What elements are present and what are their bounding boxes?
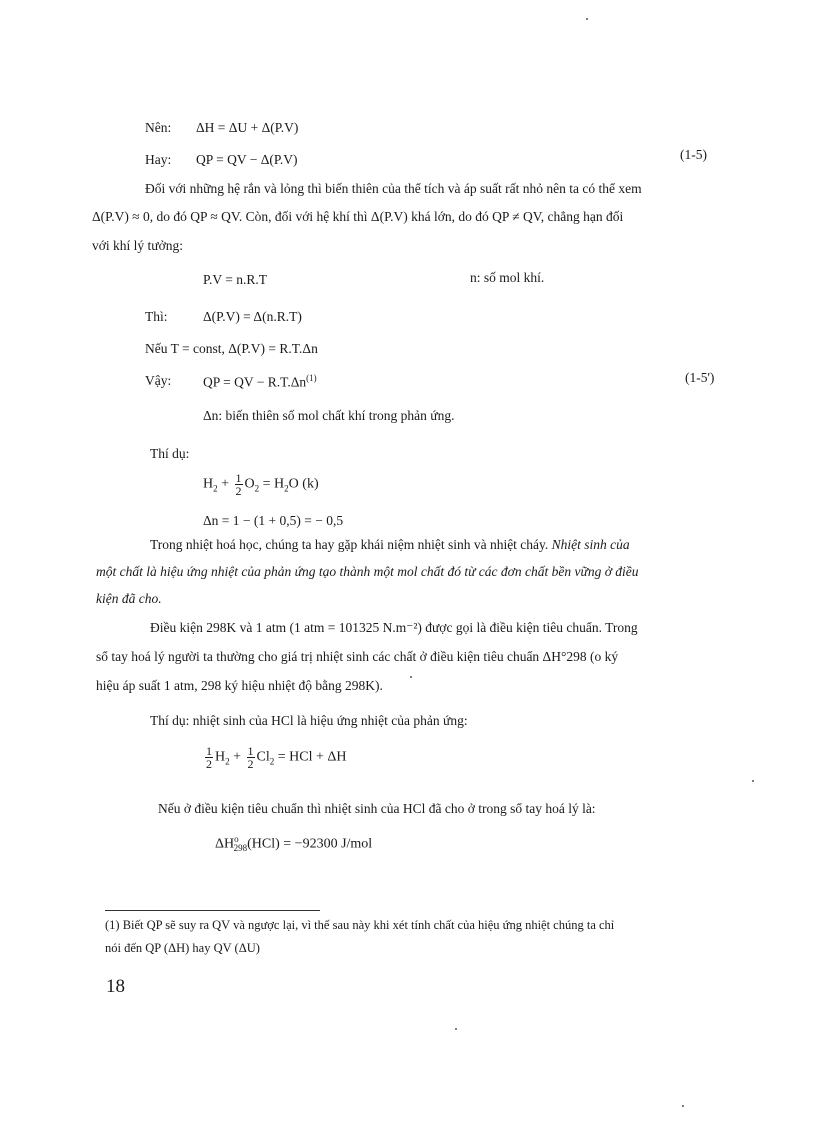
condition-line: Nếu T = const, Δ(P.V) = R.T.Δn xyxy=(145,341,318,356)
paragraph-1-line-3: với khí lý tưởng: xyxy=(92,238,183,253)
footnote-line-2: nói đến QP (ΔH) hay QV (ΔU) xyxy=(105,941,260,955)
equation-ideal-gas: P.V = n.R.T xyxy=(203,272,268,287)
label-thi: Thì: xyxy=(145,309,168,324)
delta-n-note: Δn: biến thiên số mol chất khí trong phản ứng. xyxy=(203,408,455,423)
paragraph-3-line-2: sổ tay hoá lý người ta thường cho giá trị nhiệt sinh các chất ở điều kiện tiêu chuẩn ΔH°298 (o ký xyxy=(96,649,619,664)
paragraph-1-line-2: Δ(P.V) ≈ 0, do đó QP ≈ QV. Còn, đối với hệ khí thì Δ(P.V) khá lớn, do đó QP ≠ QV, chẳng hạn đối xyxy=(92,209,624,224)
paragraph-2-line-2: một chất là hiệu ứng nhiệt của phản ứng tạo thành một mol chất đó từ các đơn chất bền vững ở điều xyxy=(96,564,639,579)
footnote-divider xyxy=(105,910,320,911)
paragraph-3-line-1: Điều kiện 298K và 1 atm (1 atm = 101325 N.m⁻²) được gọi là điều kiện tiêu chuẩn. Trong xyxy=(150,620,638,635)
equation-number-1-5: (1-5) xyxy=(680,147,707,162)
page-number: 18 xyxy=(106,976,125,997)
label-nen: Nên: xyxy=(145,120,172,135)
paragraph-2-line-3: kiện đã cho. xyxy=(96,591,162,606)
label-hay: Hay: xyxy=(145,152,172,167)
example-2-line: Thí dụ: nhiệt sinh của HCl là hiệu ứng nhiệt của phản ứng: xyxy=(150,713,468,728)
footnote-line-1: (1) Biết QP sẽ suy ra QV và ngược lại, vì thế sau này khi xét tính chất của hiệu ứng nhiệt chúng ta chỉ xyxy=(105,918,615,932)
equation-qp-qv: QP = QV − Δ(P.V) xyxy=(196,152,298,167)
equation-number-1-5-prime: (1-5') xyxy=(685,370,715,385)
scan-speck xyxy=(752,780,754,782)
scan-speck xyxy=(682,1105,684,1107)
paragraph-1-line-1: Đối với những hệ rắn và lỏng thì biến thiên của thể tích và áp suất rất nhỏ nên ta có thể xem xyxy=(145,181,642,196)
example-equation: $H_2$ + $\frac{1}{2}$ $O_2 = H_2O$ (k) xyxy=(203,471,319,498)
standard-condition-line: Nếu ở điều kiện tiêu chuẩn thì nhiệt sinh của HCl đã cho ở trong sổ tay hoá lý là: xyxy=(158,801,596,816)
example-delta-n: Δn = 1 − (1 + 0,5) = − 0,5 xyxy=(203,513,344,528)
scan-speck xyxy=(586,18,588,20)
paragraph-2-line-1: Trong nhiệt hoá học, chúng ta hay gặp khái niệm nhiệt sinh và nhiệt cháy. Nhiệt sinh của xyxy=(150,537,630,552)
ideal-gas-note: n: số mol khí. xyxy=(470,270,545,285)
example-label: Thí dụ: xyxy=(150,446,190,461)
footnote-marker: (1) xyxy=(306,373,317,383)
paragraph-3-line-3: hiệu áp suất 1 atm, 298 ký hiệu nhiệt độ bằng 298K). xyxy=(96,678,383,693)
equation-enthalpy: ΔH = ΔU + Δ(P.V) xyxy=(196,120,299,135)
standard-equation: $\Delta H^o_{298}(HCl) = -92300$ J/mol xyxy=(215,834,373,854)
equation-delta-pv: Δ(P.V) = Δ(n.R.T) xyxy=(203,309,302,324)
example-2-equation: $\frac{1}{2}$ $H_2$ + $\frac{1}{2}$ $Cl_2$ = HCl + ΔH xyxy=(206,744,347,771)
scan-speck xyxy=(410,676,412,678)
equation-qp-rtdn: QP = QV − $R.T.\Delta n^{(1)}$ xyxy=(203,373,317,390)
scan-speck xyxy=(455,1028,457,1030)
label-vay: Vậy: xyxy=(145,373,172,388)
